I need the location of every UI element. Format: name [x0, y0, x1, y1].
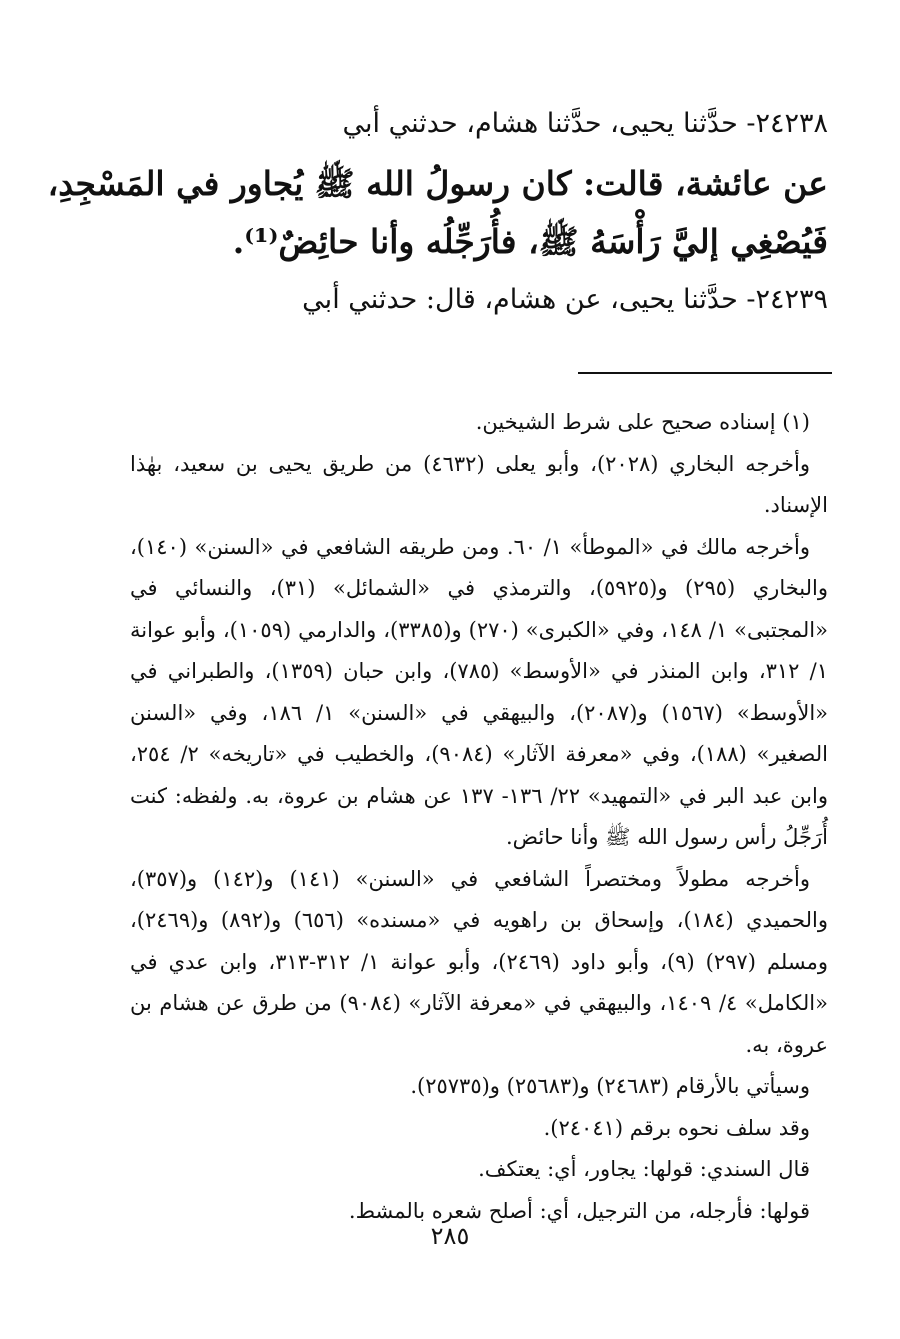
page-number: ٢٨٥	[430, 1222, 470, 1250]
footnote-sindi: قال السندي: قولها: يجاور، أي: يعتكف.	[478, 1157, 810, 1181]
footnote-previous: وقد سلف نحوه برقم (٢٤٠٤١).	[543, 1115, 810, 1140]
footnote-forthcoming: وسيأتي بالأرقام (٢٤٦٨٣) و(٢٥٦٨٣) و(٢٥٧٣٥).	[410, 1074, 810, 1098]
footnote-shafii: وأخرجه مطولاً ومختصراً الشافعي في «السنن» (١٤١) و(١٤٢) و(٣٥٧)، والحميدي (١٨٤)، وإسحاق بن راهويه في «مسنده» (٦٥٦) و(٨٩٢) و(٢٤٦٩)، ومسلم (٢٩٧) (٩)، وأبو داود (٢٤٦٩)، وأبو عوانة ١/ ٣١٢-٣١٣، وابن عدي في «الكامل» ٤/ ١٤٠٩، والبيهقي في «معرفة الآثار» (٩٠٨٤) من طرق عن هشام بن عروة، به.	[130, 866, 828, 1057]
footnote-tarjil: قولها: فأرجله، من الترجيل، أي: أصلح شعره بالمشط.	[348, 1198, 810, 1223]
footnote-bukhari: وأخرجه البخاري (٢٠٢٨)، وأبو يعلى (٤٦٣٢) من طريق يحيى بن سعيد، بهٰذا الإسناد.	[130, 451, 828, 517]
footnote-separator	[578, 372, 832, 374]
footnote-malik: وأخرجه مالك في «الموطأ» ١/ ٦٠. ومن طريقه الشافعي في «السنن» (١٤٠)، والبخاري (٢٩٥) و(٥٩٢٥)، والترمذي في «الشمائل» (٣١)، والنسائي في «المجتبى» ١/ ١٤٨، وفي «الكبرى» (٢٧٠) و(٣٣٨٥)، والدارمي (١٠٥٩)، وأبو عوانة ١/ ٣١٢، وابن المنذر في «الأوسط» (٧٨٥)، وابن حبان (١٣٥٩)، والطبراني في «الأوسط» (١٥٦٧) و(٢٠٨٧)، والبيهقي في «السنن» ١/ ١٨٦، وفي «السنن الصغير» (١٨٨)، وفي «معرفة الآثار» (٩٠٨٤)، والخطيب في «تاريخه» ٢/ ٢٥٤، وابن عبد البر في «التمهيد» ٢٢/ ١٣٦- ١٣٧ عن هشام بن عروة، به. ولفظه: كنت أُرَجِّلُ رأس رسول الله ﷺ وأنا حائض.	[130, 534, 829, 849]
footnote-1-grading: (١) إسناده صحيح على شرط الشيخين.	[475, 410, 810, 434]
hadith-24238-matn-line-1: عن عائشة، قالت: كان رسولُ الله ﷺ يُجاور في المَسْجِدِ،	[47, 164, 828, 203]
footnotes	[130, 402, 828, 1232]
hadith-24238-isnad: ٢٤٢٣٨- حدَّثنا يحيى، حدَّثنا هشام، حدثني أبي	[342, 108, 828, 139]
hadith-24239-isnad: ٢٤٢٣٩- حدَّثنا يحيى، عن هشام، قال: حدثني أبي	[302, 284, 828, 315]
hadith-24238-matn-line-2: فَيُصْغِي إليَّ رَأْسَهُ ﷺ، فأُرَجِّلُه وأنا حائِضٌ⁽¹⁾.	[232, 222, 828, 261]
